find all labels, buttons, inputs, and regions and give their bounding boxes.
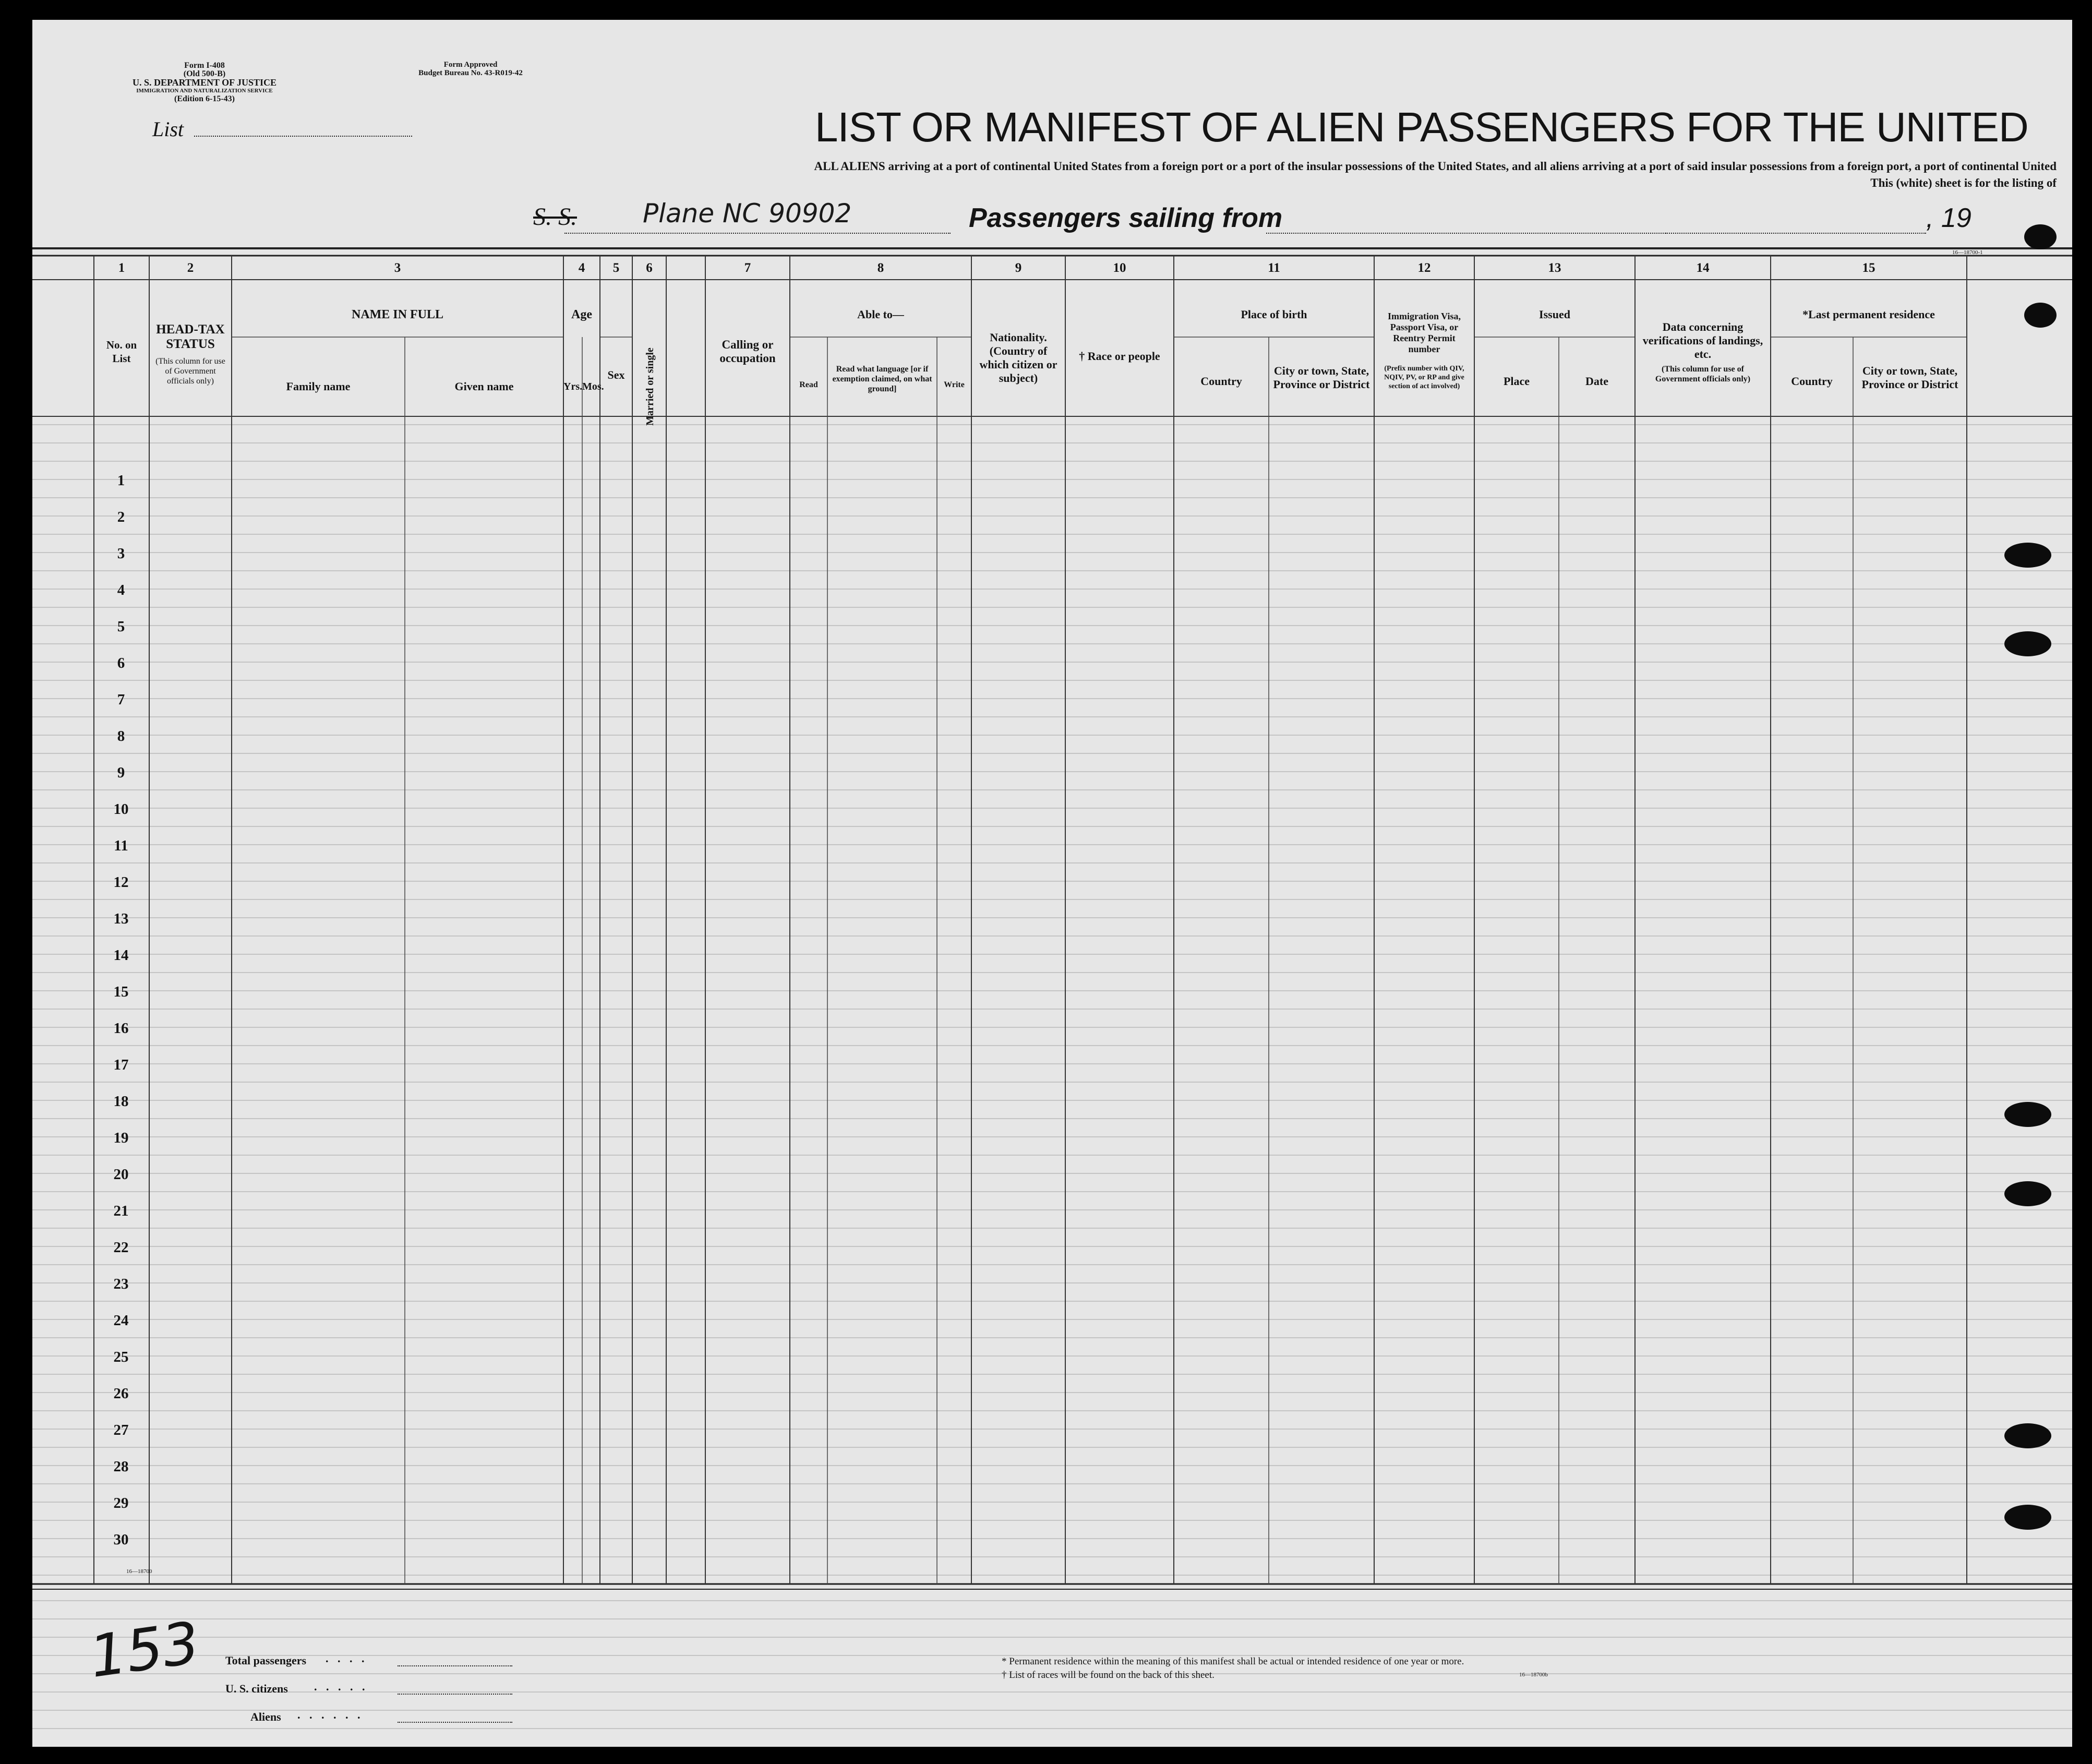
row-number: 26 (113, 1385, 129, 1402)
header-name-in-full: NAME IN FULL (351, 308, 443, 321)
col-num-2: 2 (187, 261, 194, 275)
row-number: 8 (117, 728, 125, 745)
us-citizens-field[interactable] (398, 1694, 512, 1695)
aliens-label: Aliens (250, 1710, 281, 1723)
manifest-sheet (32, 20, 2072, 1747)
col-num-10: 10 (1113, 261, 1126, 275)
header-write: Write (944, 380, 965, 389)
total-passengers-field[interactable] (398, 1665, 512, 1666)
col-num-9: 9 (1015, 261, 1022, 275)
ss-label: S. S. (533, 203, 577, 231)
us-citizens-leader: . . . . . (314, 1680, 368, 1693)
form-approved: Form Approved (443, 61, 498, 69)
header-calling-occupation: Calling or occupation (719, 338, 776, 365)
col-num-15: 15 (1862, 261, 1875, 275)
punch-hole (2004, 1505, 2051, 1530)
row-number: 23 (113, 1276, 129, 1292)
col-num-4: 4 (578, 261, 585, 275)
header-head-tax-note: (This column for use of Government officials only) (155, 357, 225, 386)
subtitle-line-2: This (white) sheet is for the listing of (1870, 176, 2057, 189)
sailing-label: Passengers sailing from (969, 203, 1283, 233)
footnote-races: † List of races will be found on the back of this sheet. (1002, 1670, 1215, 1681)
header-given-name: Given name (454, 380, 514, 393)
row-number: 9 (117, 764, 125, 781)
punch-hole (2004, 1102, 2051, 1127)
header-issued-place: Place (1503, 375, 1530, 388)
edition: (Edition 6-15-43) (174, 94, 235, 103)
row-number: 30 (113, 1531, 129, 1548)
row-number: 1 (117, 472, 125, 489)
header-residence-city: City or town, State, Province or District (1861, 364, 1958, 391)
row-number: 21 (113, 1203, 129, 1219)
header-age-mos: Mos. (582, 381, 604, 392)
print-code: 16—18700-1 (1952, 249, 1983, 256)
row-number: 28 (113, 1458, 129, 1475)
row-number: 24 (113, 1312, 129, 1329)
col-num-8: 8 (877, 261, 884, 275)
total-passengers-label: Total passengers (225, 1654, 307, 1667)
header-family-name: Family name (286, 380, 351, 393)
form-number: Form I-408 (184, 61, 225, 70)
header-place-of-birth: Place of birth (1241, 308, 1307, 321)
row-number: 27 (113, 1422, 129, 1438)
header-residence-country: Country (1791, 375, 1833, 388)
budget-number: Budget Bureau No. 43-R019-42 (418, 69, 523, 77)
header-race: † Race or people (1079, 350, 1160, 363)
aliens-field[interactable] (398, 1722, 512, 1723)
header-nationality: Nationality. (Country of which citizen or subject) (979, 331, 1057, 385)
row-number: 4 (117, 582, 125, 598)
table-grid (32, 20, 2072, 1747)
total-passengers-leader: . . . . (326, 1652, 368, 1665)
header-age-yrs: Yrs. (563, 381, 583, 392)
service-name: IMMIGRATION AND NATURALIZATION SERVICE (136, 88, 273, 94)
header-visa: Immigration Visa, Passport Visa, or Reentry Permit number (1387, 311, 1461, 354)
header-issued: Issued (1539, 308, 1570, 321)
row-number: 10 (113, 801, 129, 818)
punch-hole (2004, 1423, 2051, 1448)
punch-hole (2004, 631, 2051, 656)
row-number: 20 (113, 1166, 129, 1183)
header-sex: Sex (607, 368, 625, 381)
row-number: 6 (117, 655, 125, 671)
ss-value-handwritten: Plane NC 90902 (643, 198, 852, 229)
header-birth-country: Country (1200, 375, 1242, 388)
header-issued-date: Date (1585, 375, 1608, 388)
old-form-number: (Old 500-B) (183, 69, 226, 78)
row-number: 22 (113, 1239, 129, 1256)
header-married-or-single: Married or single (644, 347, 656, 426)
page-title: LIST OR MANIFEST OF ALIEN PASSENGERS FOR THE UNITED (815, 104, 2028, 150)
punch-hole (2024, 303, 2057, 328)
header-visa-note: (Prefix number with QIV, NQIV, PV, or RP and give section of act involved) (1384, 365, 1464, 390)
row-number: 15 (113, 983, 129, 1000)
row-number: 18 (113, 1093, 129, 1110)
col-num-14: 14 (1696, 261, 1710, 275)
header-read: Read (799, 380, 818, 389)
header-able-to: Able to— (857, 308, 904, 321)
row-number: 12 (113, 874, 129, 891)
row-number: 2 (117, 509, 125, 525)
department-name: U. S. DEPARTMENT OF JUSTICE (132, 77, 277, 88)
header-head-tax: HEAD-TAX STATUS (156, 322, 225, 351)
row-number: 11 (114, 837, 128, 854)
list-label: List (152, 117, 184, 141)
col-num-3: 3 (394, 261, 401, 275)
header-last-residence: *Last permanent residence (1802, 308, 1935, 321)
year-label: , 19 (1926, 203, 1971, 233)
row-number: 5 (117, 618, 125, 635)
table-code: 16—18700 (126, 1568, 152, 1575)
col-num-1: 1 (118, 261, 125, 275)
col-num-12: 12 (1417, 261, 1431, 275)
footer-code: 16—18700b (1519, 1672, 1548, 1678)
header-birth-city: City or town, State, Province or District (1273, 364, 1370, 391)
col-num-11: 11 (1268, 261, 1280, 275)
col-num-7: 7 (744, 261, 751, 275)
us-citizens-label: U. S. citizens (225, 1682, 288, 1695)
header-read-language: Read what language [or if exemption claimed, on what ground] (832, 365, 932, 393)
row-number: 19 (113, 1130, 129, 1146)
aliens-leader: . . . . . . (297, 1708, 364, 1721)
col-num-13: 13 (1548, 261, 1561, 275)
subtitle-line-1: ALL ALIENS arriving at a port of continental United States from a foreign port or a port of the insular possessions of the United States, and all aliens arriving at a port of said insular possessions from a foreign port, a port of continental United (814, 160, 2057, 173)
row-number: 13 (113, 910, 129, 927)
header-verifications: Data concerning verifications of landings, etc. (1642, 320, 1763, 361)
row-number: 25 (113, 1349, 129, 1365)
row-number: 7 (117, 691, 125, 708)
row-number: 14 (113, 947, 129, 964)
header-age: Age (571, 308, 592, 321)
row-number: 29 (113, 1495, 129, 1511)
header-no-on-list: No. on List (106, 339, 137, 365)
row-number: 3 (117, 545, 125, 562)
col-num-5: 5 (612, 261, 620, 275)
col-num-6: 6 (646, 261, 653, 275)
punch-hole (2024, 224, 2057, 249)
row-number: 17 (113, 1057, 129, 1073)
footnote-permanent-residence: * Permanent residence within the meaning of this manifest shall be actual or intended residence of one year or more. (1002, 1656, 1464, 1667)
punch-hole (2004, 543, 2051, 568)
row-number: 16 (113, 1020, 129, 1037)
handwritten-number: 153 (86, 1609, 203, 1690)
punch-hole (2004, 1181, 2051, 1206)
header-verifications-note: (This column for use of Government officials only) (1655, 365, 1751, 383)
